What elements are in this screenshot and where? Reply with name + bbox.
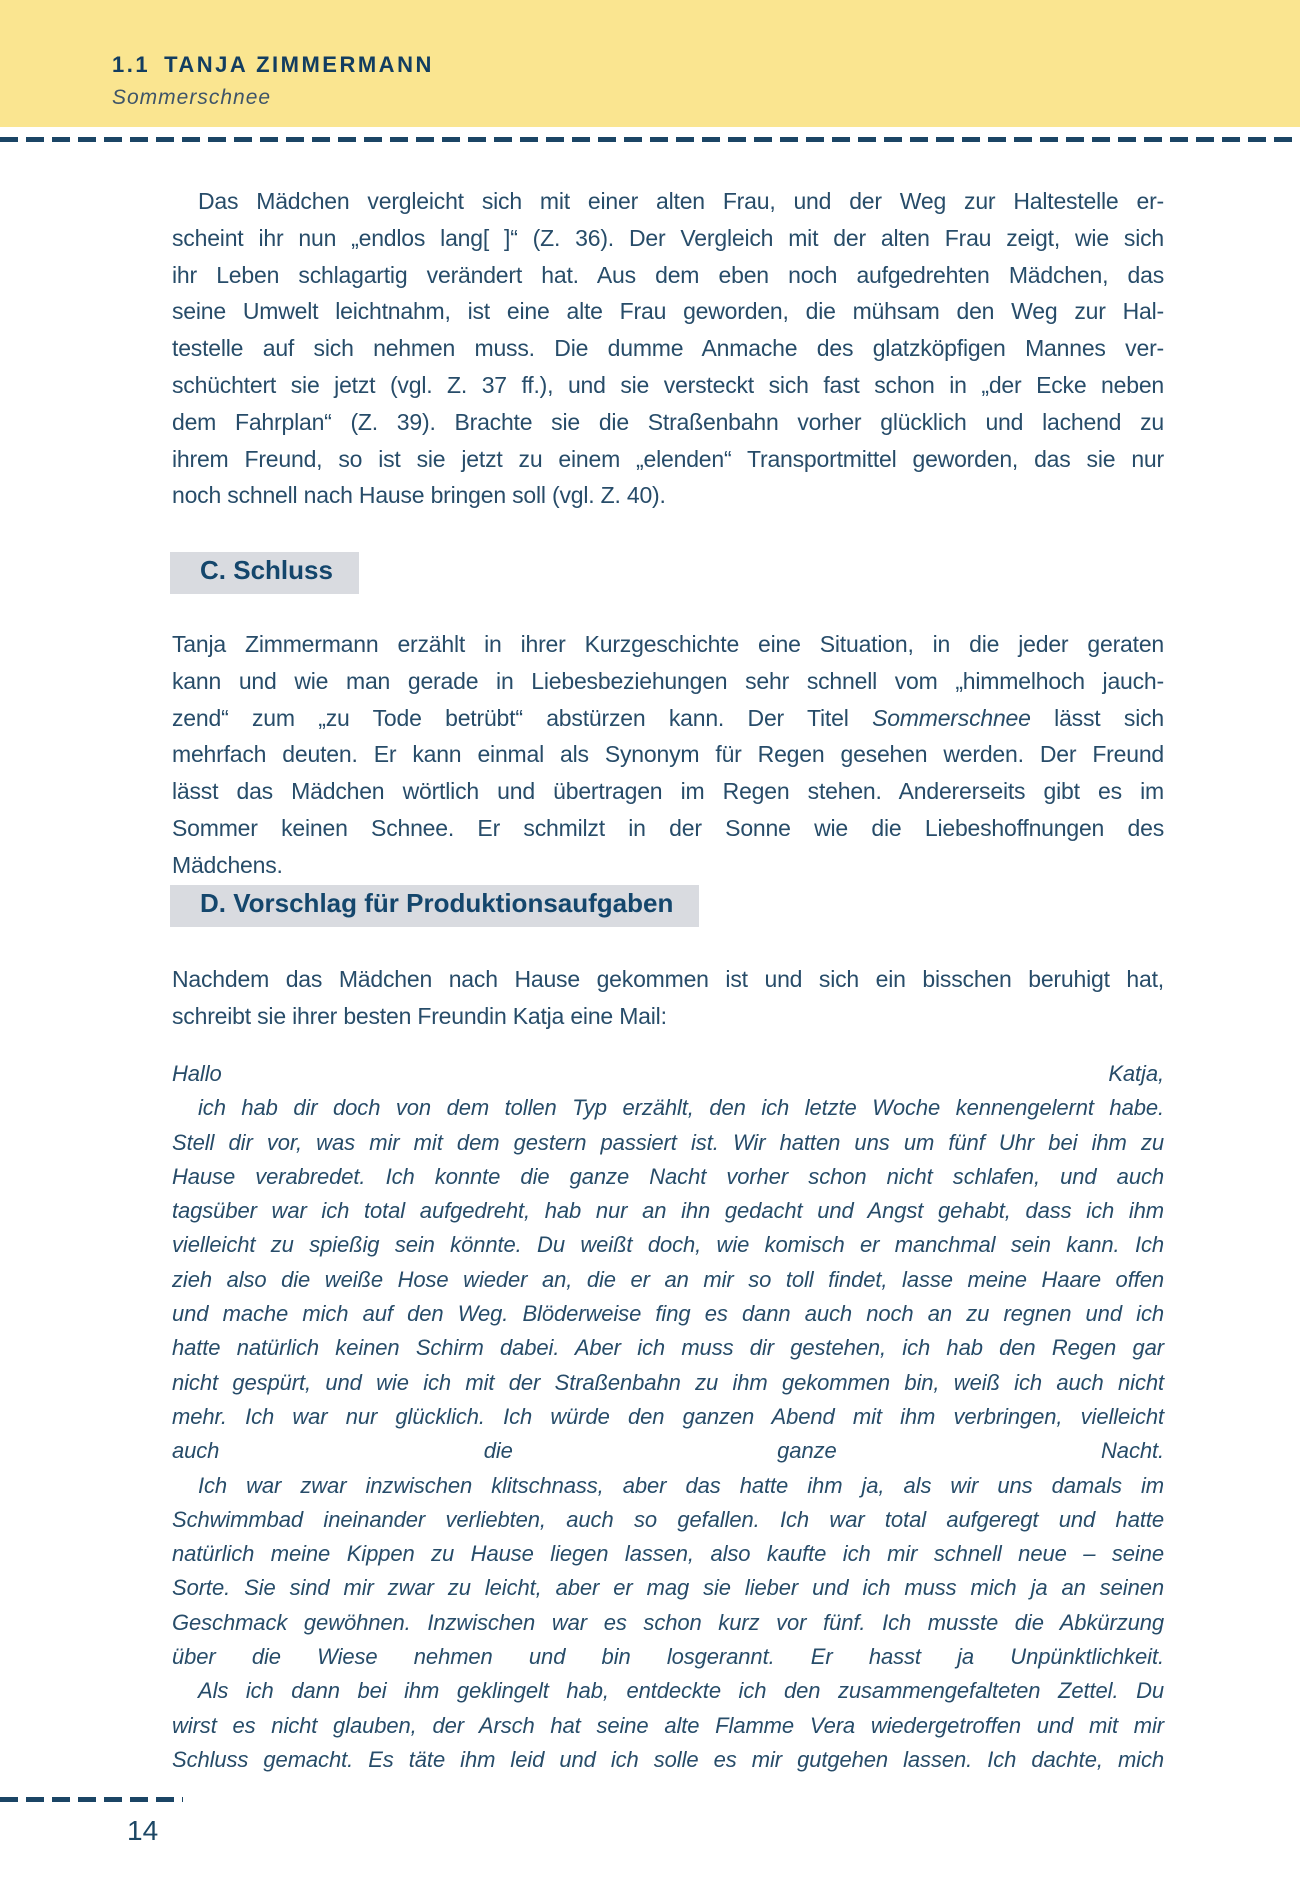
text-line: Nachdem das Mädchen nach Hause gekommen ist und sich ein bisschen beruhigt hat, xyxy=(172,966,1164,992)
text-line: Geschmack gewöhnen. Inzwischen war es schon kurz vor fünf. Ich musste die Abkürzung xyxy=(172,1609,1164,1635)
text-line: und mache mich auf den Weg. Blöderweise fing es dann auch noch an zu regnen und ich xyxy=(172,1301,1164,1327)
letter-salutation xyxy=(172,1057,1164,1091)
text-line: nicht gespürt, und wie ich mit der Straßenbahn zu ihm gekommen bin, weiß ich auch nicht xyxy=(172,1369,1164,1395)
section-heading-d-wrap xyxy=(172,885,1164,927)
text-line: mehr. Ich war nur glücklich. Ich würde den ganzen Abend mit ihm verbringen, vielleicht xyxy=(172,1403,1164,1429)
text-line: Hause verabredet. Ich konnte die ganze Nacht vorher schon nicht schlafen, und auch xyxy=(172,1163,1164,1189)
section-heading-c: C. Schluss xyxy=(170,552,359,594)
text-line: hatte natürlich keinen Schirm dabei. Aber ich muss dir gestehen, ich hab den Regen gar xyxy=(172,1335,1164,1361)
text-run: lässt sich xyxy=(1030,704,1164,731)
analysis-paragraph-d xyxy=(172,961,1164,1035)
text-line: noch schnell nach Hause bringen soll (vgl. Z. 40). xyxy=(172,482,666,509)
letter-paragraph-3 xyxy=(172,1674,1164,1777)
text-line: lässt das Mädchen wörtlich und übertragen im Regen stehen. Andererseits gibt es im xyxy=(172,778,1164,805)
text-line: Hallo Katja, xyxy=(172,1061,1164,1086)
chapter-number: 1.1 xyxy=(112,52,151,77)
text-line: natürlich meine Kippen zu Hause liegen lassen, also kaufte ich mir schnell neue – seine xyxy=(172,1541,1164,1567)
text-line: zieh also die weiße Hose wieder an, die er an mir so toll findet, lasse meine Haare offen xyxy=(172,1266,1164,1292)
letter-paragraph-1 xyxy=(172,1091,1164,1468)
text-line xyxy=(172,700,1164,737)
analysis-paragraph-c xyxy=(172,626,1164,884)
analysis-paragraph-b xyxy=(172,183,1164,514)
text-line: Schluss gemacht. Es täte ihm leid und ich solle es mir gutgehen lassen. Ich dachte, mich xyxy=(172,1746,1164,1772)
text-line: Als ich dann bei ihm geklingelt hab, entdeckte ich den zusammengefalteten Zettel. Du xyxy=(198,1678,1164,1704)
text-line: auch die ganze Nacht. xyxy=(172,1438,1164,1464)
top-dashed-rule xyxy=(0,137,1300,142)
chapter-heading xyxy=(112,52,434,78)
text-line: testelle auf sich nehmen muss. Die dumme Anmache des glatzköpfigen Mannes ver- xyxy=(172,335,1164,362)
text-line: schreibt sie ihrer besten Freundin Katja eine Mail: xyxy=(172,1002,667,1029)
section-heading-d: D. Vorschlag für Produktionsaufgaben xyxy=(170,885,699,927)
text-line: tagsüber war ich total aufgedreht, hab nur an ihn gedacht und Angst gehabt, dass ich ihm xyxy=(172,1198,1164,1224)
text-line: ich hab dir doch von dem tollen Typ erzählt, den ich letzte Woche kennengelernt habe. xyxy=(198,1095,1164,1121)
bottom-dashed-rule xyxy=(0,1797,183,1802)
text-line: schüchtert sie jetzt (vgl. Z. 37 ff.), und sie versteckt sich fast schon in „der Ecke neben xyxy=(172,371,1164,398)
text-line: Schwimmbad ineinander verliebten, auch so gefallen. Ich war total aufgeregt und hatte xyxy=(172,1506,1164,1532)
text-line: vielleicht zu spießig sein könnte. Du weißt doch, wie komisch er manchmal sein kann. Ich xyxy=(172,1232,1164,1258)
text-line: über die Wiese nehmen und bin losgerannt. Er hasst ja Unpünktlichkeit. xyxy=(172,1644,1164,1670)
text-line: Tanja Zimmermann erzählt in ihrer Kurzgeschichte eine Situation, in die jeder geraten xyxy=(172,631,1164,657)
text-line: Das Mädchen vergleicht sich mit einer alten Frau, und der Weg zur Haltestelle er- xyxy=(198,188,1164,214)
text-line: kann und wie man gerade in Liebesbeziehungen sehr schnell vom „himmelhoch jauch- xyxy=(172,667,1164,694)
section-heading-c-wrap xyxy=(172,552,1164,594)
text-line: dem Fahrplan“ (Z. 39). Brachte sie die Straßenbahn vorher glücklich und lachend zu xyxy=(172,408,1164,435)
chapter-title: TANJA ZIMMERMANN xyxy=(164,52,434,77)
text-line: seine Umwelt leichtnahm, ist eine alte Frau geworden, die mühsam den Weg zur Hal- xyxy=(172,298,1164,325)
text-line: Mädchens. xyxy=(172,851,283,878)
text-line: mehrfach deuten. Er kann einmal als Synonym für Regen gesehen werden. Der Freund xyxy=(172,741,1164,768)
header-band xyxy=(0,0,1300,127)
text-line: wirst es nicht glauben, der Arsch hat seine alte Flamme Vera wiedergetroffen und mit mir xyxy=(172,1712,1164,1738)
letter-paragraph-2 xyxy=(172,1469,1164,1675)
text-line: Sommer keinen Schnee. Er schmilzt in der Sonne wie die Liebeshoffnungen des xyxy=(172,814,1164,841)
letter-text xyxy=(172,1057,1164,1777)
text-line: scheint ihr nun „endlos lang[ ]“ (Z. 36). Der Vergleich mit der alten Frau zeigt, wie sich xyxy=(172,224,1164,251)
text-line: ihr Leben schlagartig verändert hat. Aus dem eben noch aufgedrehten Mädchen, das xyxy=(172,261,1164,288)
italic-text-run: Sommerschnee xyxy=(872,704,1031,731)
text-line: Stell dir vor, was mir mit dem gestern passiert ist. Wir hatten uns um fünf Uhr bei ihm zu xyxy=(172,1129,1164,1155)
text-line: Ich war zwar inzwischen klitschnass, aber das hatte ihm ja, als wir uns damals im xyxy=(198,1472,1164,1498)
text-line: Sorte. Sie sind mir zwar zu leicht, aber er mag sie lieber und ich muss mich ja an seinen xyxy=(172,1575,1164,1601)
text-run: zend“ zum „zu Tode betrübt“ abstürzen kann. Der Titel xyxy=(172,704,873,731)
text-line: ihrem Freund, so ist sie jetzt zu einem „elenden“ Transportmittel geworden, das sie nur xyxy=(172,445,1164,472)
work-title: Sommerschnee xyxy=(112,86,272,109)
page-number: 14 xyxy=(127,1815,159,1846)
